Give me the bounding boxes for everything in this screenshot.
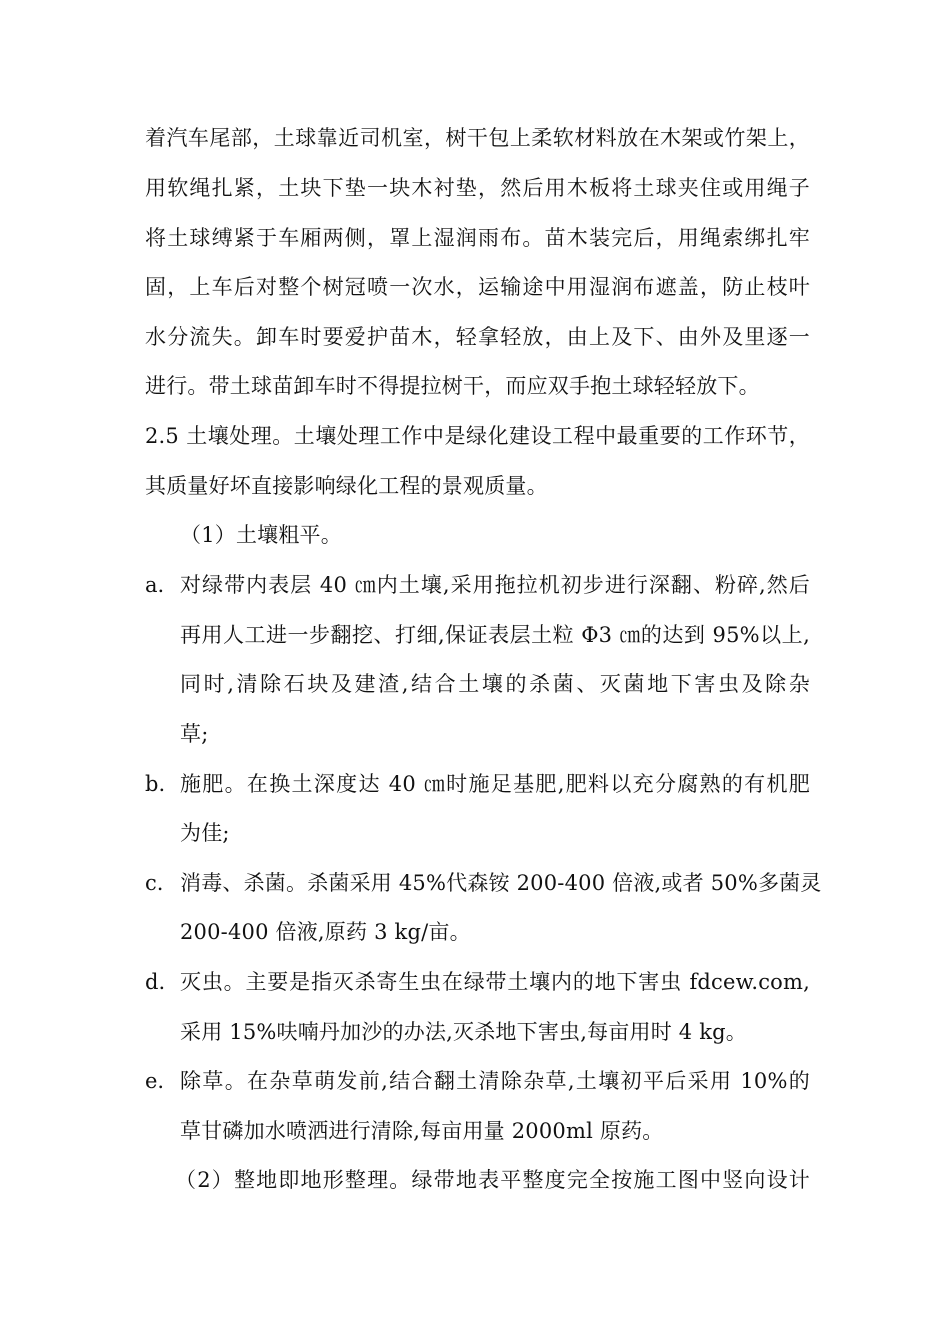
list-item-line: 为佳; bbox=[180, 821, 230, 845]
list-item-line: 同时,清除石块及建渣,结合土壤的杀菌、灭菌地下害虫及除杂 bbox=[180, 672, 810, 696]
body-text-line: 固，上车后对整个树冠喷一次水，运输途中用湿润布遮盖，防止枝叶 bbox=[145, 275, 810, 299]
body-text-line: 用软绳扎紧，土块下垫一块木衬垫，然后用木板将土球夹住或用绳子 bbox=[145, 176, 810, 200]
list-marker: e. bbox=[145, 1069, 165, 1093]
list-item-line: 再用人工进一步翻挖、打细,保证表层土粒 Φ3 ㎝的达到 95%以上, bbox=[180, 623, 810, 647]
list-item-line: 200-400 倍液,原药 3 kg/亩。 bbox=[180, 920, 471, 944]
subheading: （1）土壤粗平。 bbox=[180, 523, 342, 547]
list-marker: c. bbox=[145, 871, 164, 895]
list-item-line: 消毒、杀菌。杀菌采用 45%代森铵 200-400 倍液,或者 50%多菌灵 bbox=[180, 871, 822, 895]
list-item-line: 灭虫。主要是指灭杀寄生虫在绿带土壤内的地下害虫 fdcew.com, bbox=[180, 970, 810, 994]
list-marker: a. bbox=[145, 573, 165, 597]
body-text-line: 将土球缚紧于车厢两侧，罩上湿润雨布。苗木装完后，用绳索绑扎牢 bbox=[145, 226, 810, 250]
list-item-line: 草甘磷加水喷洒进行清除,每亩用量 2000ml 原药。 bbox=[180, 1119, 664, 1143]
list-item-line: 草; bbox=[180, 722, 209, 746]
list-item-line: 采用 15%呋喃丹加沙的办法,灭杀地下害虫,每亩用时 4 kg。 bbox=[180, 1020, 747, 1044]
body-text-line: 其质量好坏直接影响绿化工程的景观质量。 bbox=[145, 474, 548, 498]
section-heading-line: 2.5 土壤处理。土壤处理工作中是绿化建设工程中最重要的工作环节， bbox=[145, 424, 810, 448]
list-marker: d. bbox=[145, 970, 166, 994]
body-text-line: 进行。带土球苗卸车时不得提拉树干，而应双手抱土球轻轻放下。 bbox=[145, 374, 760, 398]
body-text-line: 水分流失。卸车时要爱护苗木，轻拿轻放，由上及下、由外及里逐一 bbox=[145, 325, 810, 349]
body-text-line: 着汽车尾部，土球靠近司机室，树干包上柔软材料放在木架或竹架上， bbox=[145, 126, 810, 150]
list-item-line: 除草。在杂草萌发前,结合翻土清除杂草,土壤初平后采用 10%的 bbox=[180, 1069, 810, 1093]
list-marker: b. bbox=[145, 772, 166, 796]
list-item-line: 对绿带内表层 40 ㎝内土壤,采用拖拉机初步进行深翻、粉碎,然后 bbox=[180, 573, 810, 597]
list-item-line: 施肥。在换土深度达 40 ㎝时施足基肥,肥料以充分腐熟的有机肥 bbox=[180, 772, 810, 796]
subheading: （2）整地即地形整理。绿带地表平整度完全按施工图中竖向设计 bbox=[175, 1168, 810, 1192]
